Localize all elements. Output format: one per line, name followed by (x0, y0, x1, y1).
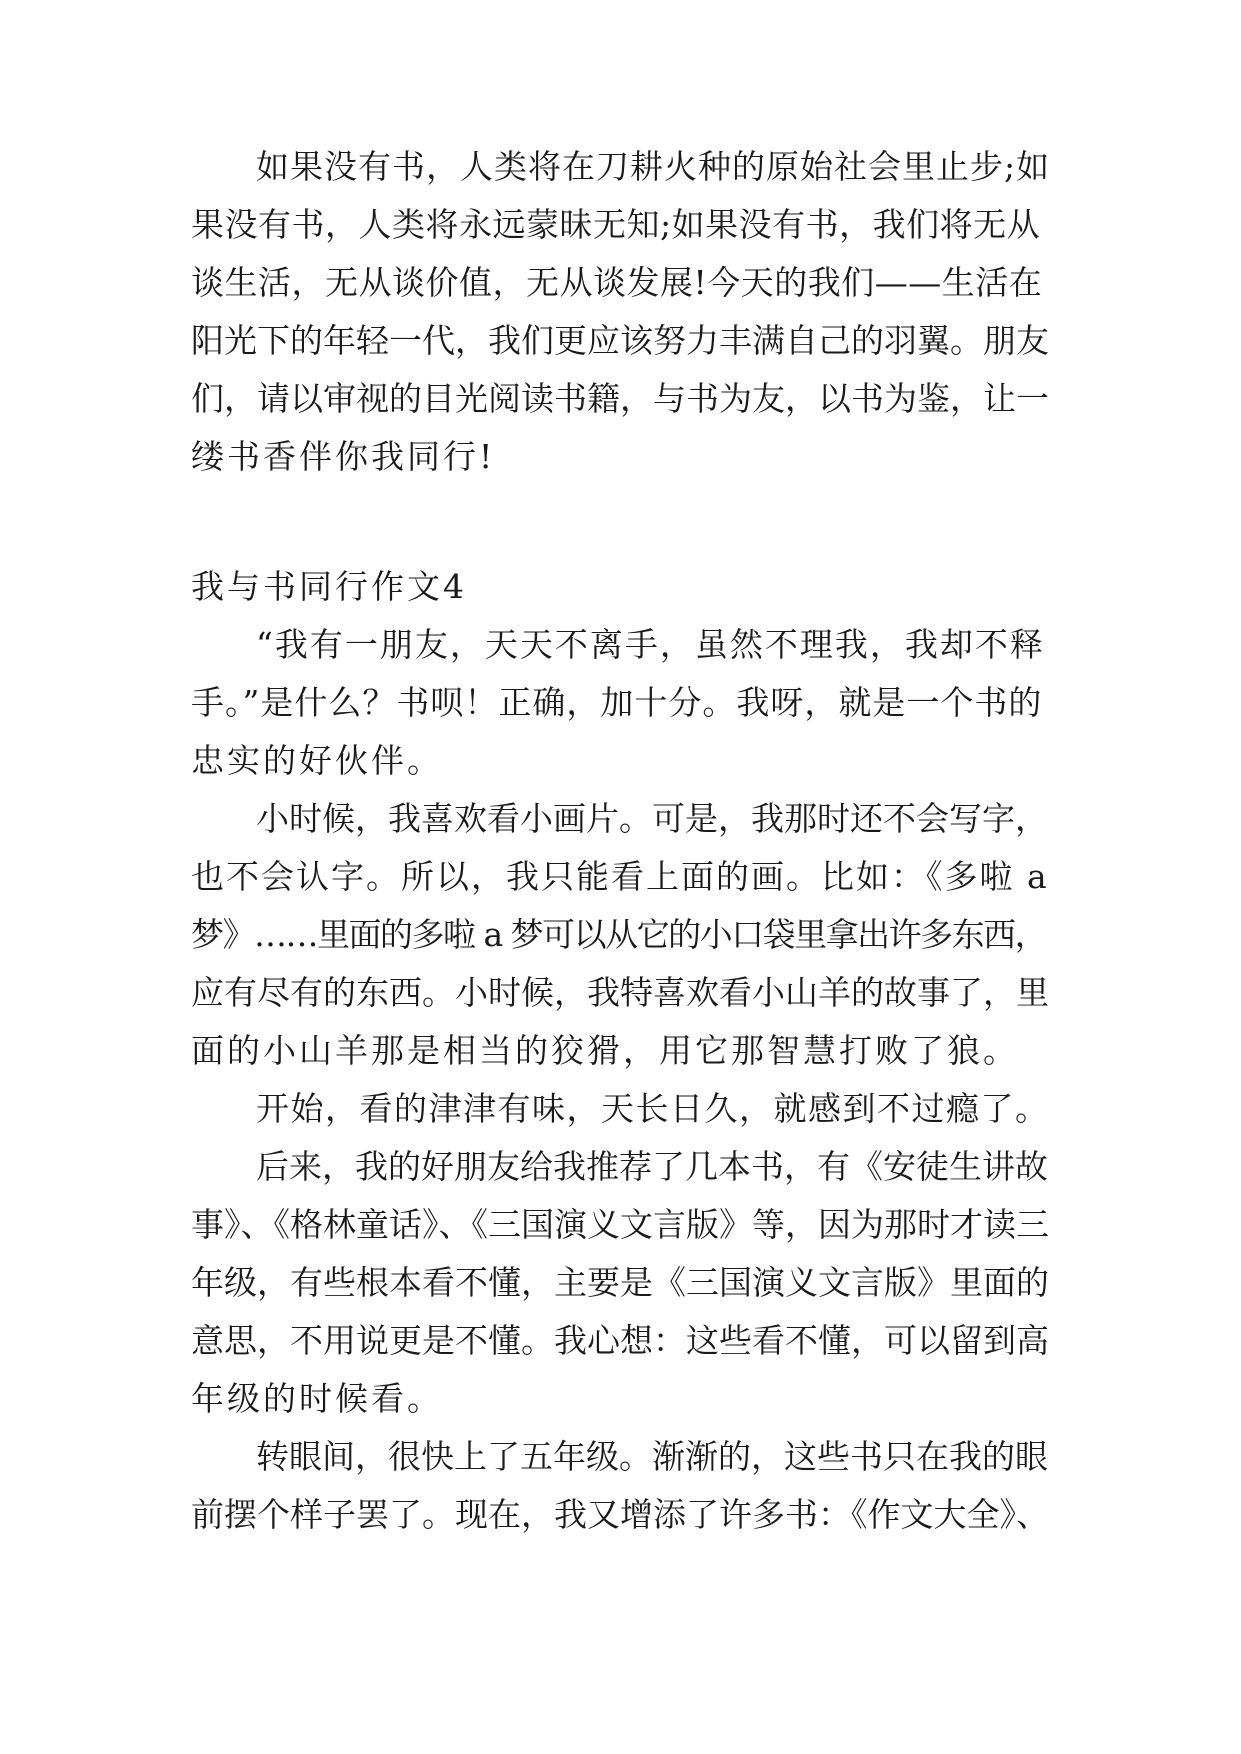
text-line: 后来，我的好朋友给我推荐了几本书，有《安徒生讲故 (256, 1147, 1048, 1186)
text-line: 转眼间，很快上了五年级。渐渐的，这些书只在我的眼 (256, 1437, 1048, 1476)
text-line: 事》、《格林童话》、《三国演义文言版》等，因为那时才读三 (191, 1205, 1049, 1244)
text-line: 们，请以审视的目光阅读书籍，与书为友，以书为鉴，让一 (191, 379, 1049, 418)
text-line: 小时候，我喜欢看小画片。可是，我那时还不会写字， (256, 799, 1048, 838)
text-line: 年级的时候看。 (191, 1379, 443, 1418)
text-line: 果没有书，人类将永远蒙昧无知;如果没有书，我们将无从 (191, 205, 1041, 244)
section-heading: 我与书同行作文4 (191, 567, 467, 606)
text-line: 也不会认字。所以，我只能看上面的画。比如：《多啦 a (191, 857, 1049, 896)
text-line: 面的小山羊那是相当的狡猾，用它那智慧打败了狼。 (191, 1031, 1019, 1070)
text-line: 忠实的好伙伴。 (191, 741, 443, 780)
text-line: 应有尽有的东西。小时候，我特喜欢看小山羊的故事了，里 (191, 973, 1049, 1012)
text-line: 手。”是什么？书呗！正确，加十分。我呀，就是一个书的 (191, 683, 1043, 722)
text-line: 开始，看的津津有味，天长日久，就感到不过瘾了。 (256, 1089, 1050, 1128)
text-line: 年级，有些根本看不懂，主要是《三国演义文言版》里面的 (191, 1263, 1049, 1302)
text-line: 如果没有书，人类将在刀耕火种的原始社会里止步;如 (256, 147, 1051, 186)
text-line: 缕书香伴你我同行! (191, 437, 496, 476)
text-line: 阳光下的年轻一代，我们更应该努力丰满自己的羽翼。朋友 (191, 321, 1049, 360)
text-line: “我有一朋友，天天不离手，虽然不理我，我却不释 (256, 625, 1045, 664)
text-line: 意思，不用说更是不懂。我心想：这些看不懂，可以留到高 (191, 1321, 1049, 1360)
text-line: 梦》……里面的多啦 a 梦可以从它的小口袋里拿出许多东西， (191, 915, 1047, 954)
text-line: 谈生活，无从谈价值，无从谈发展!今天的我们——生活在 (191, 263, 1043, 302)
text-line: 前摆个样子罢了。现在，我又增添了许多书：《作文大全》、 (191, 1495, 1049, 1534)
